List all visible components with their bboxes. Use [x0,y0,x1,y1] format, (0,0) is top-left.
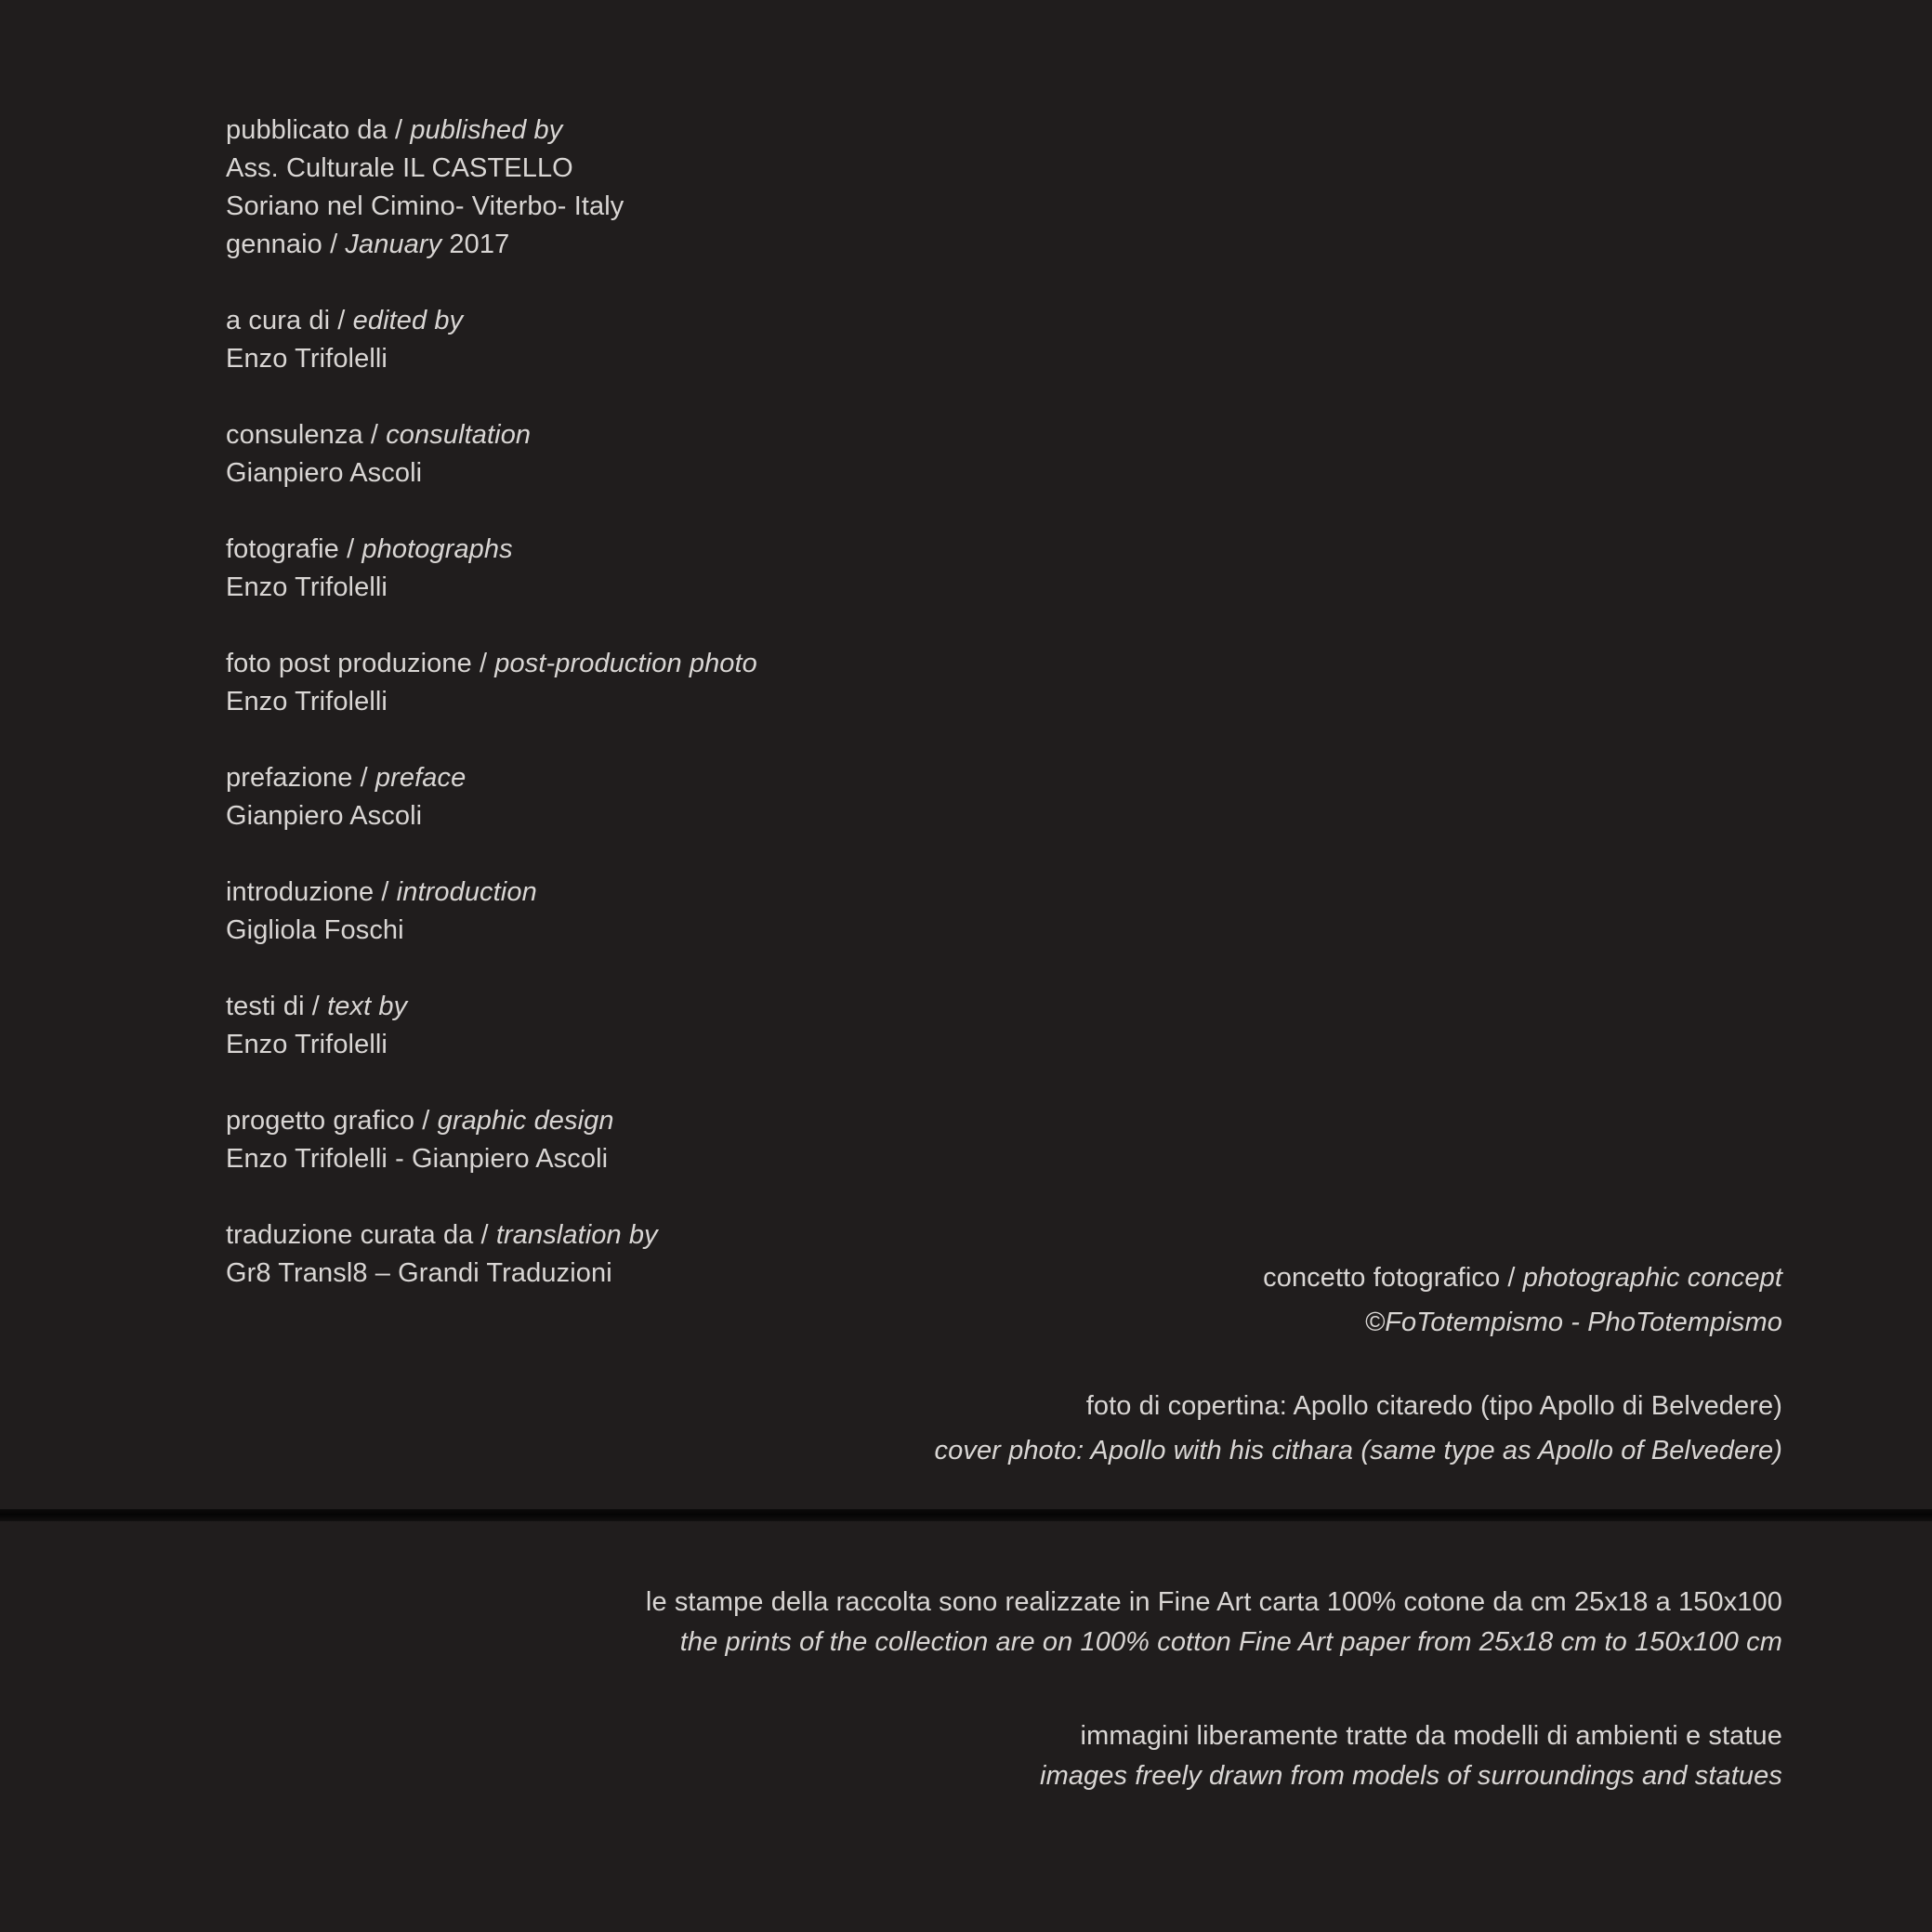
credit-preface [226,759,1062,835]
role-italian: pubblicato da / [226,115,411,145]
credit-role [226,531,1062,569]
photographic-concept [1263,1255,1782,1345]
role-english: post-production photo [494,649,757,678]
date-month: January [345,230,442,259]
credit-role [226,112,1062,150]
cover-photo-caption [935,1384,1782,1473]
concept-copyright: ©FoTotempismo - PhoTotempismo [1364,1308,1782,1337]
print-notes [646,1583,1782,1796]
role-english: photographic concept [1522,1263,1782,1293]
role-italian: a cura di / [226,306,353,335]
credit-role [226,645,1062,683]
notes-spacer [646,1663,1782,1716]
credit-role [226,988,1062,1026]
credit-role [226,302,1062,340]
role-english: text by [327,992,408,1021]
credit-photographs [226,531,1062,607]
role-english: edited by [352,306,464,335]
role-italian: progetto grafico / [226,1106,438,1136]
prints-note-italian: le stampe della raccolta sono realizzate in Fine Art carta 100% cotone da cm 25x18 a 150x100 [645,1587,1782,1617]
credit-publisher [226,112,1062,264]
role-italian: testi di / [226,992,328,1021]
date-prefix: gennaio / [226,230,346,259]
credit-name: Enzo Trifolelli [226,687,388,716]
credit-name: Enzo Trifolelli [226,1030,388,1059]
credit-translation [226,1216,1062,1293]
role-english: preface [375,763,467,793]
credit-consultation [226,416,1062,493]
credit-role [226,1216,1062,1255]
role-italian: fotografie / [226,534,362,564]
date-year: 2017 [441,230,510,259]
credit-role [226,759,1062,797]
role-english: published by [410,115,563,145]
images-note-english: images freely drawn from models of surroundings and statues [1040,1761,1782,1791]
credit-name: Enzo Trifolelli [226,344,388,374]
concept-role [1263,1255,1782,1300]
page-divider [0,1509,1932,1521]
credit-role [226,416,1062,454]
role-italian: consulenza / [226,420,387,450]
publication-date [226,226,1062,264]
credit-post-production [226,645,1062,721]
credit-name: Gianpiero Ascoli [226,801,423,831]
role-english: consultation [386,420,532,450]
role-english: introduction [396,877,537,907]
credit-editor [226,302,1062,378]
credit-role [226,1102,1062,1140]
credit-name: Gianpiero Ascoli [226,458,423,488]
credits-list [226,112,1062,1331]
cover-caption-english: cover photo: Apollo with his cithara (same type as Apollo of Belvedere) [934,1436,1782,1465]
credit-texts [226,988,1062,1064]
cover-caption-italian: foto di copertina: Apollo citaredo (tipo Apollo di Belvedere) [1085,1391,1782,1421]
publisher-location: Soriano nel Cimino- Viterbo- Italy [226,191,624,221]
role-italian: foto post produzione / [226,649,495,678]
role-english: photographs [361,534,513,564]
images-note-italian: immagini liberamente tratte da modelli di ambienti e statue [1080,1721,1782,1751]
role-italian: traduzione curata da / [226,1220,496,1250]
role-italian: concetto fotografico / [1263,1263,1523,1293]
publisher-name: Ass. Culturale IL CASTELLO [226,153,573,183]
role-english: graphic design [437,1106,614,1136]
credit-name: Enzo Trifolelli [226,572,388,602]
credit-role [226,874,1062,912]
role-italian: prefazione / [226,763,375,793]
role-english: translation by [495,1220,658,1250]
role-italian: introduzione / [226,877,397,907]
credit-name: Gigliola Foschi [226,915,404,945]
credit-graphic-design [226,1102,1062,1178]
credit-introduction [226,874,1062,950]
credit-name: Gr8 Transl8 – Grandi Traduzioni [226,1258,612,1288]
prints-note-english: the prints of the collection are on 100% cotton Fine Art paper from 25x18 cm to 150x100 cm [679,1627,1782,1657]
credit-name: Enzo Trifolelli - Gianpiero Ascoli [226,1144,609,1174]
